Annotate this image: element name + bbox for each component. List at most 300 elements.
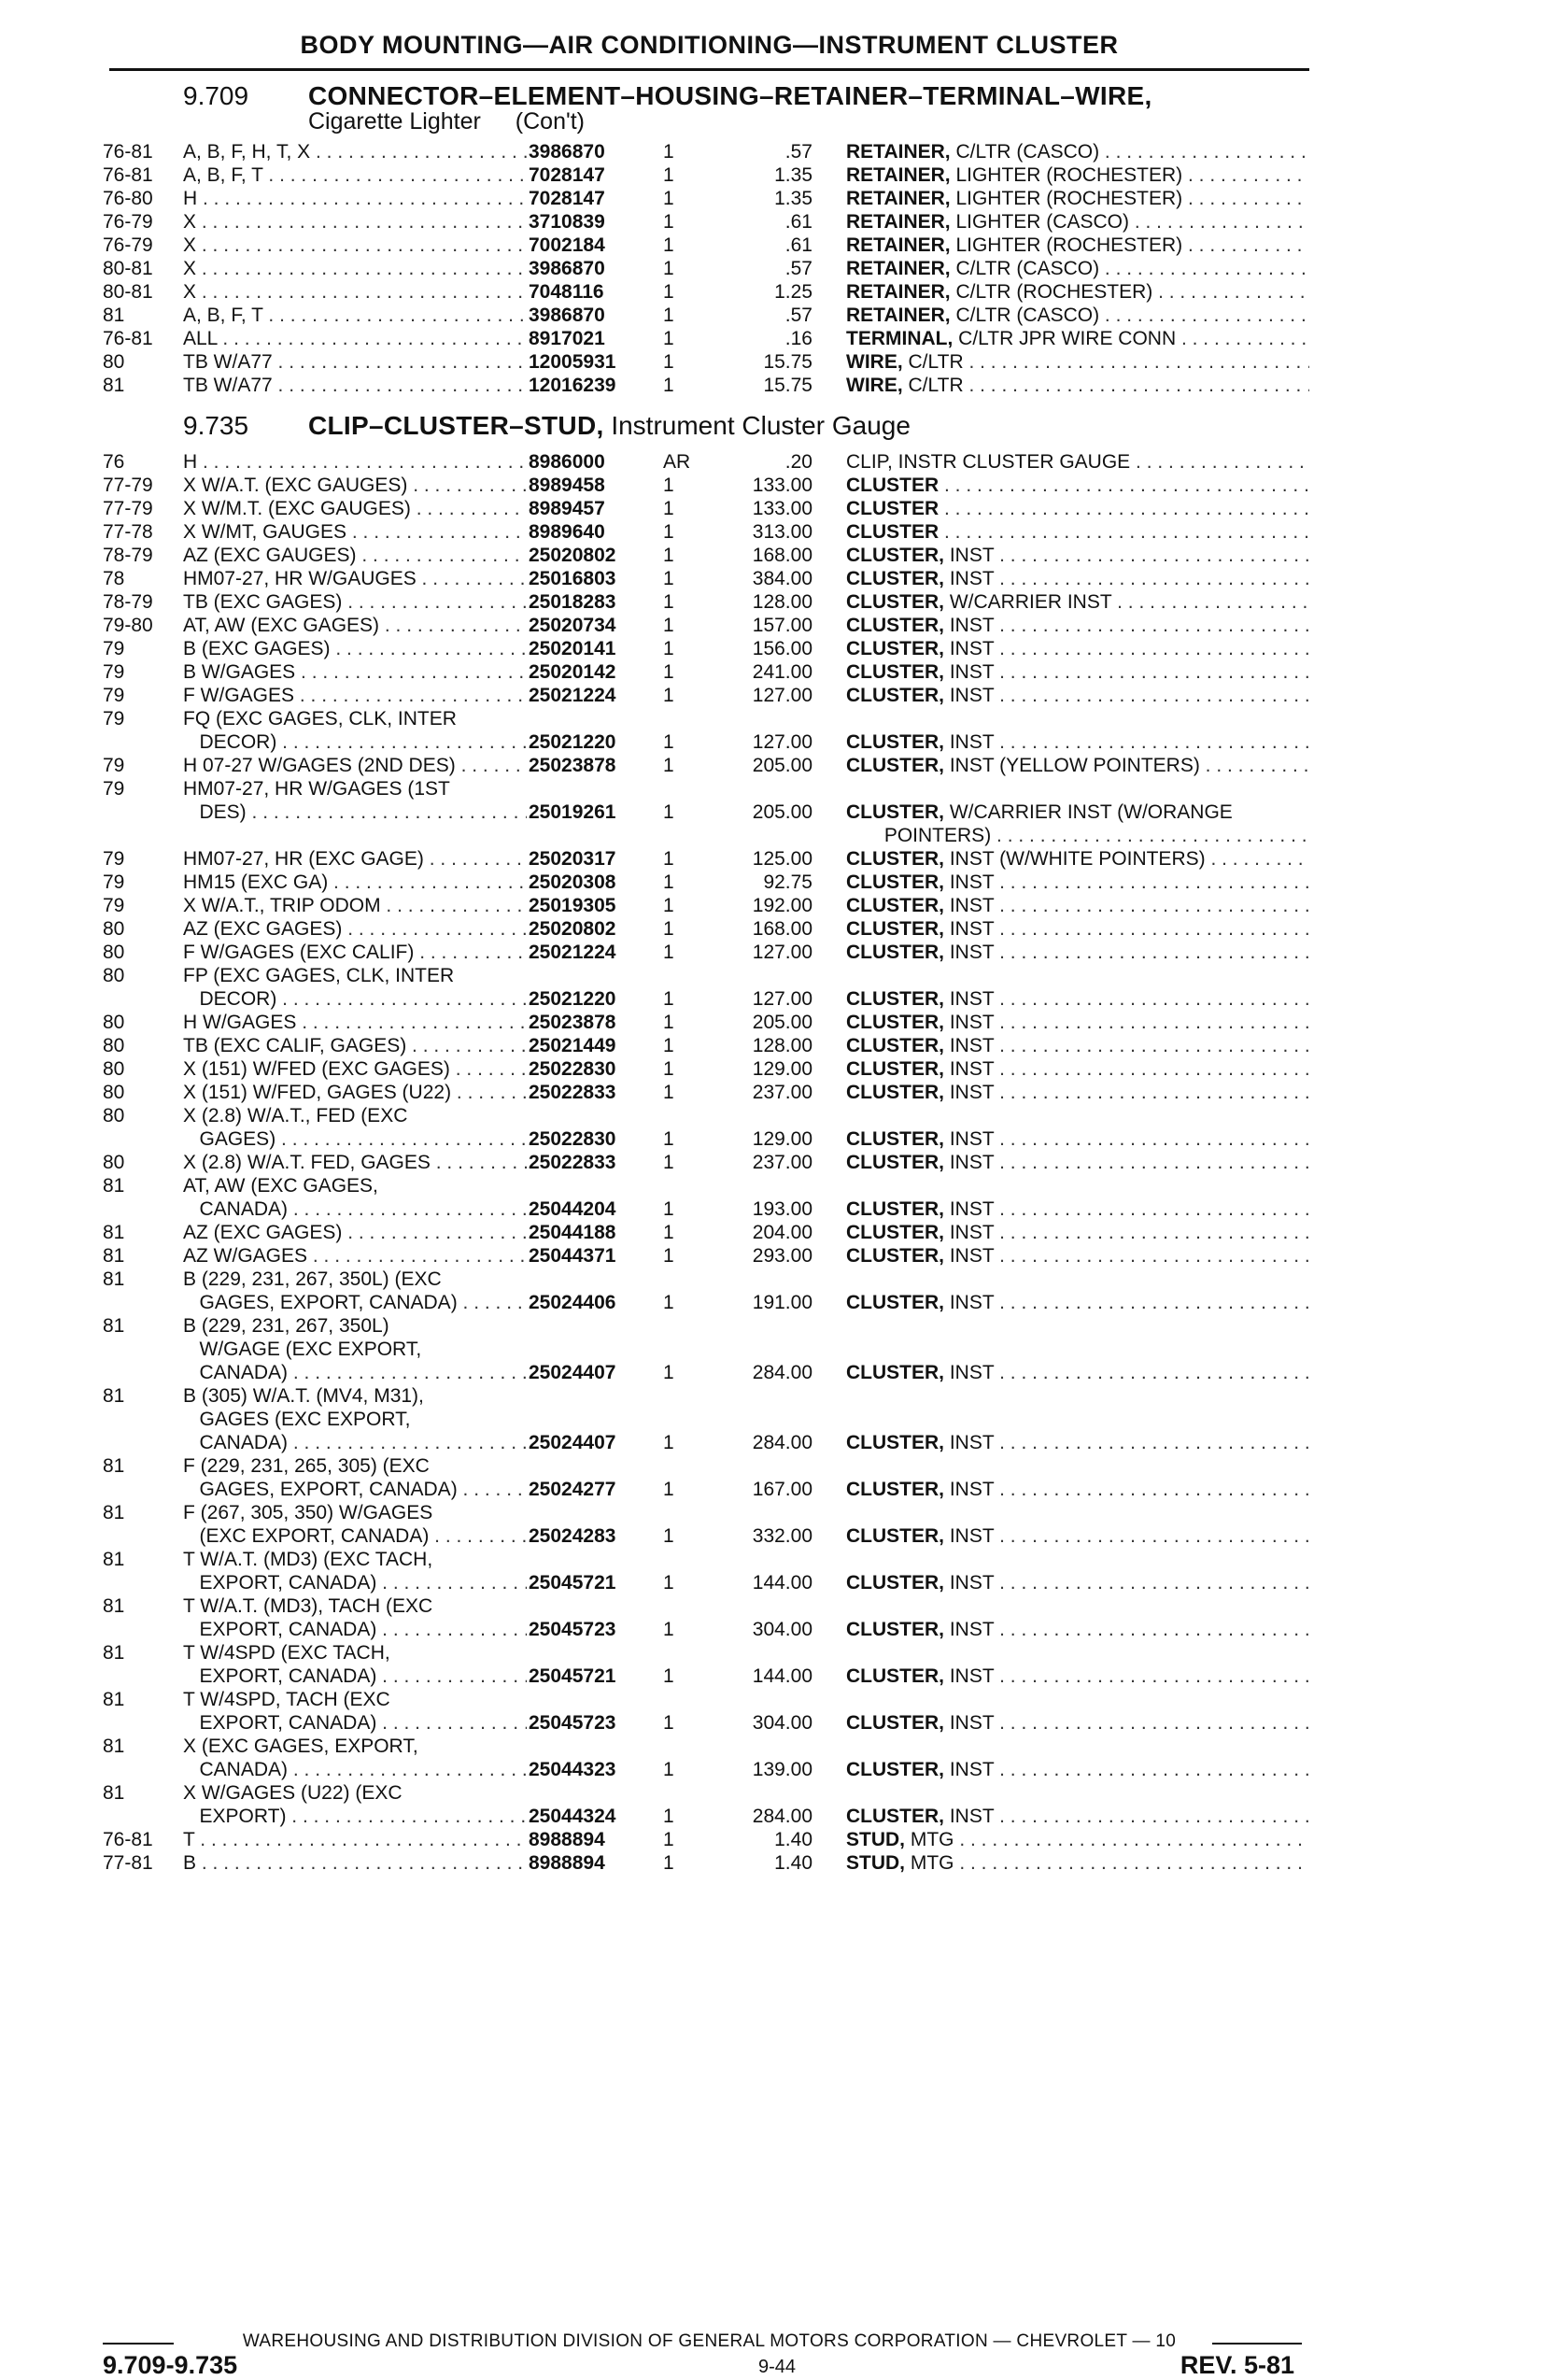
year-range: 79-80 [103, 615, 153, 636]
part-name [846, 1758, 1309, 1781]
part-name-detail: LIGHTER (ROCHESTER) [950, 234, 1183, 256]
year-range: 78-79 [103, 591, 153, 613]
part-number: 25044188 [529, 1222, 616, 1243]
table-row [0, 1758, 1554, 1781]
part-name [846, 917, 1309, 941]
table-row [0, 1011, 1554, 1034]
part-number: 25021220 [529, 731, 616, 753]
part-name-detail: INST [944, 1035, 995, 1056]
year-range: 80 [103, 1082, 125, 1103]
part-number: 25045723 [529, 1619, 616, 1640]
part-number: 12005931 [529, 351, 616, 373]
price: 304.00 [752, 1619, 812, 1640]
price: 1.40 [774, 1829, 812, 1850]
part-number: 25044323 [529, 1759, 616, 1780]
part-name-bold: STUD, [846, 1852, 905, 1874]
model-description: CANADA) . . . [183, 1197, 527, 1221]
model-description: T W/A.T. (MD3), TACH (EXC [183, 1595, 433, 1617]
model-description: AZ (EXC GAGES) . . . [183, 917, 527, 941]
part-name-detail: INST [944, 1245, 995, 1267]
model-description: X W/A.T., TRIP ODOM . . . [183, 894, 527, 917]
year-range: 79 [103, 685, 125, 706]
part-name [846, 1361, 1309, 1384]
price: 237.00 [752, 1082, 812, 1103]
model-description: B (EXC GAGES) . . . [183, 637, 527, 660]
part-name [846, 304, 1309, 327]
year-range: 77-81 [103, 1852, 153, 1874]
part-name-bold: RETAINER, [846, 188, 951, 209]
year-range: 79 [103, 638, 125, 659]
model-description: T W/4SPD, TACH (EXC [183, 1689, 390, 1710]
year-range: 76-81 [103, 164, 153, 186]
year-range: 79 [103, 895, 125, 916]
year-range: 79 [103, 708, 125, 730]
price: 133.00 [752, 498, 812, 519]
year-range: 81 [103, 1595, 125, 1617]
part-name-detail: INST (YELLOW POINTERS) [944, 755, 1200, 776]
part-name-detail: INST [944, 545, 995, 566]
model-description: GAGES, EXPORT, CANADA) . . . [183, 1291, 527, 1314]
table-row [0, 187, 1554, 210]
table-row [0, 1735, 1554, 1758]
year-range: 77-79 [103, 498, 153, 519]
model-description: X (151) W/FED, GAGES (U22) . . . [183, 1081, 527, 1104]
model-description: X (2.8) W/A.T., FED (EXC [183, 1105, 408, 1126]
part-name-detail: INST [944, 1152, 995, 1173]
table-row [0, 374, 1554, 397]
quantity: 1 [663, 375, 674, 396]
price: 15.75 [763, 375, 812, 396]
part-name [846, 520, 1309, 544]
part-number: 25018283 [529, 591, 616, 613]
model-description: CANADA) . . . [183, 1361, 527, 1384]
part-number: 25024407 [529, 1432, 616, 1453]
part-number: 25020308 [529, 871, 616, 893]
part-number: 25044204 [529, 1198, 616, 1220]
year-range: 76-81 [103, 328, 153, 349]
footer-rule-right [1212, 2343, 1302, 2345]
part-name-detail: INST [944, 1198, 995, 1220]
quantity: 1 [663, 1759, 674, 1780]
model-description: X (2.8) W/A.T. FED, GAGES . . . [183, 1151, 527, 1174]
part-name [846, 1151, 1309, 1174]
model-description: CANADA) . . . [183, 1758, 527, 1781]
price: .16 [784, 328, 812, 349]
part-name [846, 140, 1309, 163]
part-name-bold: CLUSTER, [846, 661, 944, 683]
quantity: AR [663, 451, 691, 473]
part-number: 8989458 [529, 475, 605, 496]
year-range: 81 [103, 375, 125, 396]
part-name [846, 684, 1309, 707]
part-number: 25045721 [529, 1665, 616, 1687]
model-description: HM07-27, HR W/GAUGES . . . [183, 567, 527, 590]
table-row [0, 280, 1554, 304]
year-range: 80 [103, 1105, 125, 1126]
part-number: 25024407 [529, 1362, 616, 1383]
price: 204.00 [752, 1222, 812, 1243]
quantity: 1 [663, 1829, 674, 1850]
price: 168.00 [752, 918, 812, 940]
table-row [0, 847, 1554, 871]
model-description: EXPORT, CANADA) . . . [183, 1711, 527, 1735]
price: .57 [784, 258, 812, 279]
model-description: (EXC EXPORT, CANADA) . . . [183, 1524, 527, 1548]
part-name [846, 280, 1309, 304]
table-row [0, 327, 1554, 350]
model-description: X W/MT, GAUGES . . . [183, 520, 527, 544]
section-number: 9.735 [183, 411, 249, 440]
part-number: 12016239 [529, 375, 616, 396]
part-name [846, 1431, 1309, 1454]
part-name [846, 187, 1309, 210]
quantity: 1 [663, 1806, 674, 1827]
part-number: 3986870 [529, 141, 605, 163]
part-name [846, 474, 1309, 497]
part-number: 8986000 [529, 451, 605, 473]
model-description: AT, AW (EXC GAGES, [183, 1175, 378, 1197]
table-row [0, 1197, 1554, 1221]
table-row [0, 1781, 1554, 1805]
year-range: 80 [103, 918, 125, 940]
part-name-detail: INST [944, 685, 995, 706]
table-row [0, 304, 1554, 327]
table-row [0, 234, 1554, 257]
part-name [846, 987, 1309, 1011]
section-subtitle [308, 108, 585, 135]
year-range: 80-81 [103, 258, 153, 279]
part-name [846, 1828, 1309, 1851]
part-name-bold: RETAINER, [846, 211, 951, 233]
part-name [846, 327, 1309, 350]
quantity: 1 [663, 475, 674, 496]
part-name-bold: CLUSTER, [846, 1128, 944, 1150]
table-row [0, 1548, 1554, 1571]
model-description: HM07-27, HR (EXC GAGE) . . . [183, 847, 527, 871]
quantity: 1 [663, 188, 674, 209]
model-description: EXPORT, CANADA) . . . [183, 1665, 527, 1688]
part-name-detail: INST [944, 1082, 995, 1103]
table-row [0, 474, 1554, 497]
price: 205.00 [752, 755, 812, 776]
part-name-bold: CLUSTER, [846, 615, 944, 636]
part-name-detail: INST [944, 731, 995, 753]
part-name-bold: CLUSTER, [846, 1035, 944, 1056]
model-description: W/GAGE (EXC EXPORT, [183, 1339, 422, 1360]
part-name-bold: CLUSTER, [846, 568, 944, 589]
model-description: B (229, 231, 267, 350L) [183, 1315, 389, 1337]
part-name-bold: WIRE, [846, 351, 903, 373]
part-number: 7028147 [529, 164, 605, 186]
table-row [0, 544, 1554, 567]
table-row [0, 754, 1554, 777]
part-number: 25044371 [529, 1245, 616, 1267]
model-description: HM15 (EXC GA) . . . [183, 871, 527, 894]
part-name [846, 614, 1309, 637]
year-range: 81 [103, 1689, 125, 1710]
part-number: 8988894 [529, 1829, 605, 1850]
model-description: X . . . [183, 210, 527, 234]
table-row [0, 1291, 1554, 1314]
part-name-detail: INST [944, 638, 995, 659]
part-name-bold: CLUSTER, [846, 1198, 944, 1220]
model-description: H W/GAGES . . . [183, 1011, 527, 1034]
part-name-detail: INST [944, 1712, 995, 1734]
part-name-bold: CLUSTER, [846, 731, 944, 753]
table-row [0, 140, 1554, 163]
table-row [0, 637, 1554, 660]
table-row [0, 1524, 1554, 1548]
model-description: X . . . [183, 257, 527, 280]
year-range: 81 [103, 1245, 125, 1267]
price: 139.00 [752, 1759, 812, 1780]
part-name [846, 660, 1309, 684]
quantity: 1 [663, 988, 674, 1010]
part-name [846, 637, 1309, 660]
model-description: FP (EXC GAGES, CLK, INTER [183, 965, 455, 986]
quantity: 1 [663, 1082, 674, 1103]
quantity: 1 [663, 141, 674, 163]
part-name-bold: RETAINER, [846, 234, 951, 256]
part-number: 7002184 [529, 234, 605, 256]
part-name-bold: CLUSTER, [846, 755, 944, 776]
table-row [0, 707, 1554, 730]
table-row [0, 941, 1554, 964]
table-row [0, 1641, 1554, 1665]
part-name [846, 894, 1309, 917]
table-row [0, 1408, 1554, 1431]
year-range: 79 [103, 848, 125, 870]
model-description: F W/GAGES . . . [183, 684, 527, 707]
model-description: DECOR) . . . [183, 987, 527, 1011]
price: 144.00 [752, 1572, 812, 1594]
year-range: 78-79 [103, 545, 153, 566]
part-name-detail: INST [944, 1665, 995, 1687]
model-description: B W/GAGES . . . [183, 660, 527, 684]
model-description: F (229, 231, 265, 305) (EXC [183, 1455, 430, 1477]
price: 304.00 [752, 1712, 812, 1734]
part-name [846, 234, 1309, 257]
table-row [0, 1314, 1554, 1338]
model-description: H . . . [183, 187, 527, 210]
quantity: 1 [663, 258, 674, 279]
part-name-bold: CLUSTER, [846, 1012, 944, 1033]
table-row [0, 800, 1554, 824]
part-name-detail: LIGHTER (CASCO) [950, 211, 1129, 233]
part-name [846, 374, 1309, 397]
section-title: CLIP–CLUSTER–STUD, [308, 411, 604, 440]
part-number: 25045721 [529, 1572, 616, 1594]
table-row [0, 1221, 1554, 1244]
model-description: T W/A.T. (MD3) (EXC TACH, [183, 1549, 433, 1570]
part-name-detail: LIGHTER (ROCHESTER) [950, 188, 1183, 209]
part-name-bold: CLUSTER, [846, 895, 944, 916]
part-name-bold: CLUSTER, [846, 1245, 944, 1267]
price: .57 [784, 305, 812, 326]
part-name-detail: INST [944, 1362, 995, 1383]
footer-page-number: 9-44 [757, 2357, 797, 2377]
price: 127.00 [752, 942, 812, 963]
table-row [0, 567, 1554, 590]
model-description: AZ W/GAGES . . . [183, 1244, 527, 1268]
part-name-detail: C/LTR (CASCO) [950, 141, 1100, 163]
table-row [0, 614, 1554, 637]
year-range: 81 [103, 1735, 125, 1757]
year-range: 76-79 [103, 234, 153, 256]
part-name-bold: CLUSTER, [846, 1806, 944, 1827]
part-name [846, 1221, 1309, 1244]
part-name-detail: INST [944, 895, 995, 916]
price: 144.00 [752, 1665, 812, 1687]
year-range: 76-80 [103, 188, 153, 209]
table-row [0, 917, 1554, 941]
part-name-bold: CLUSTER, [846, 848, 944, 870]
part-name [846, 1057, 1309, 1081]
table-row [0, 257, 1554, 280]
part-name-detail: INST [944, 871, 995, 893]
part-name-detail: INST [944, 1432, 995, 1453]
model-description: B (229, 231, 267, 350L) (EXC [183, 1268, 442, 1290]
part-name [846, 1851, 1309, 1875]
price: 293.00 [752, 1245, 812, 1267]
model-description: EXPORT, CANADA) . . . [183, 1618, 527, 1641]
part-name-detail: LIGHTER (ROCHESTER) [950, 164, 1183, 186]
quantity: 1 [663, 234, 674, 256]
price: .20 [784, 451, 812, 473]
price: 127.00 [752, 685, 812, 706]
quantity: 1 [663, 1058, 674, 1080]
quantity: 1 [663, 918, 674, 940]
model-description: DECOR) . . . [183, 730, 527, 754]
quantity: 1 [663, 1198, 674, 1220]
year-range: 79 [103, 661, 125, 683]
table-row [0, 730, 1554, 754]
model-description: ALL . . . [183, 327, 527, 350]
part-name-bold: CLUSTER, [846, 1082, 944, 1103]
table-row [0, 824, 1554, 847]
table-row [0, 987, 1554, 1011]
model-description: X W/GAGES (U22) (EXC [183, 1782, 403, 1804]
table-row [0, 1104, 1554, 1127]
table-row [0, 1244, 1554, 1268]
part-name [846, 590, 1309, 614]
part-number: 25020142 [529, 661, 616, 683]
quantity: 1 [663, 638, 674, 659]
part-name [846, 754, 1309, 777]
part-name-bold: TERMINAL, [846, 328, 954, 349]
quantity: 1 [663, 328, 674, 349]
part-name-bold: CLUSTER, [846, 1362, 944, 1383]
price: 191.00 [752, 1292, 812, 1313]
part-name [846, 1711, 1309, 1735]
quantity: 1 [663, 1128, 674, 1150]
quantity: 1 [663, 1619, 674, 1640]
price: 92.75 [763, 871, 812, 893]
part-number: 25023878 [529, 1012, 616, 1033]
section-heading [308, 411, 911, 441]
price: 313.00 [752, 521, 812, 543]
part-name-detail: C/LTR JPR WIRE CONN [953, 328, 1177, 349]
quantity: 1 [663, 1525, 674, 1547]
model-description: B . . . [183, 1851, 527, 1875]
table-row [0, 1711, 1554, 1735]
part-name-detail: INST [944, 1479, 995, 1500]
part-number: 25021224 [529, 942, 616, 963]
part-name-detail: INST [944, 661, 995, 683]
year-range: 76 [103, 451, 125, 473]
quantity: 1 [663, 1012, 674, 1033]
part-name-bold: CLUSTER, [846, 801, 944, 823]
table-row [0, 450, 1554, 474]
part-name-bold: CLUSTER, [846, 1759, 944, 1780]
model-description: GAGES) . . . [183, 1127, 527, 1151]
part-name [846, 941, 1309, 964]
table-row [0, 163, 1554, 187]
model-description: AZ (EXC GAUGES) . . . [183, 544, 527, 567]
year-range: 80 [103, 965, 125, 986]
part-number: 25016803 [529, 568, 616, 589]
part-name [846, 730, 1309, 754]
model-description: TB (EXC GAGES) . . . [183, 590, 527, 614]
part-name-bold: RETAINER, [846, 258, 951, 279]
year-range: 81 [103, 1175, 125, 1197]
part-number: 25045723 [529, 1712, 616, 1734]
quantity: 1 [663, 1292, 674, 1313]
table-row [0, 871, 1554, 894]
part-name [846, 1011, 1309, 1034]
table-row [0, 1431, 1554, 1454]
part-name-detail: INST [944, 1572, 995, 1594]
part-name-detail: CLIP, INSTR CLUSTER GAUGE [846, 451, 1131, 473]
part-number: 25020802 [529, 545, 616, 566]
quantity: 1 [663, 1432, 674, 1453]
price: 332.00 [752, 1525, 812, 1547]
model-description: FQ (EXC GAGES, CLK, INTER [183, 708, 457, 730]
year-range: 77-78 [103, 521, 153, 543]
quantity: 1 [663, 1362, 674, 1383]
price: 193.00 [752, 1198, 812, 1220]
quantity: 1 [663, 305, 674, 326]
price: 127.00 [752, 988, 812, 1010]
part-name-detail: INST [944, 988, 995, 1010]
table-row [0, 964, 1554, 987]
part-number: 25024406 [529, 1292, 616, 1313]
part-name-bold: CLUSTER, [846, 988, 944, 1010]
year-range: 81 [103, 1222, 125, 1243]
part-number: 7028147 [529, 188, 605, 209]
table-row [0, 1828, 1554, 1851]
part-name-detail: INST [944, 1292, 995, 1313]
table-row [0, 660, 1554, 684]
part-name [846, 1244, 1309, 1268]
quantity: 1 [663, 281, 674, 303]
table-row [0, 1384, 1554, 1408]
part-name-bold: RETAINER, [846, 164, 951, 186]
part-name-bold: WIRE, [846, 375, 903, 396]
model-description: F (267, 305, 350) W/GAGES [183, 1502, 433, 1523]
part-name-detail: INST [944, 1806, 995, 1827]
part-number: 25022833 [529, 1152, 616, 1173]
model-description: TB (EXC CALIF, GAGES) . . . [183, 1034, 527, 1057]
part-name-bold: RETAINER, [846, 281, 951, 303]
part-number: 8988894 [529, 1852, 605, 1874]
part-name-detail: INST [944, 918, 995, 940]
part-name [846, 210, 1309, 234]
model-description: H 07-27 W/GAGES (2ND DES) . . . [183, 754, 527, 777]
table-row [0, 1174, 1554, 1197]
price: .57 [784, 141, 812, 163]
quantity: 1 [663, 1712, 674, 1734]
